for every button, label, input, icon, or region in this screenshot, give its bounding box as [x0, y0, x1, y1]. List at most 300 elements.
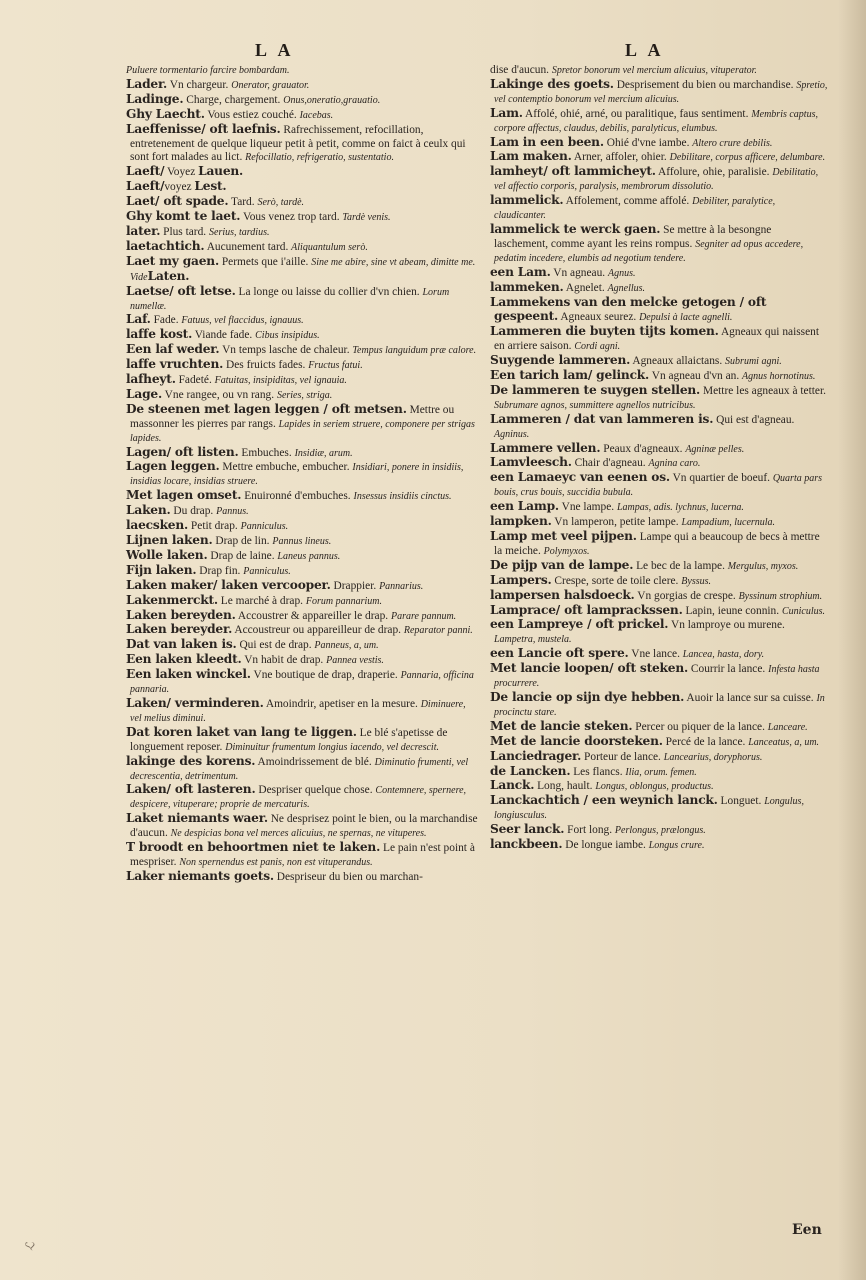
latin-gloss: Serius, tardius. — [209, 226, 270, 238]
latin-gloss: Forum pannarium. — [305, 595, 382, 607]
french-gloss: Vous estiez couché. — [204, 108, 300, 121]
french-gloss: Vn lamproye ou murene. — [668, 619, 785, 632]
dictionary-entry — [490, 194, 828, 223]
dictionary-entry — [126, 841, 478, 870]
french-gloss: Peaux d'agneaux. — [600, 442, 686, 455]
headword: Een tarich lam/ gelinck. — [490, 368, 650, 383]
french-gloss: Mettre embuche, embucher. — [219, 461, 353, 474]
dictionary-entry — [490, 604, 828, 619]
headword: Ladinge. — [126, 91, 184, 106]
dictionary-entry — [126, 285, 478, 314]
latin-gloss: Laneus pannus. — [277, 550, 341, 562]
dictionary-entry — [126, 755, 478, 784]
headword: Met lagen omset. — [126, 488, 242, 503]
latin-gloss: Serò, tardè. — [257, 197, 305, 209]
dictionary-entry — [126, 210, 478, 225]
french-gloss: Des fruicts fades. — [223, 359, 309, 372]
french-gloss: Petit drap. — [188, 520, 241, 533]
dictionary-entry — [126, 358, 478, 373]
headword: T broodt en behoortmen niet te laken. — [126, 840, 381, 855]
dictionary-entry — [126, 64, 478, 78]
latin-gloss: Byssus. — [681, 575, 711, 587]
dictionary-entry — [126, 108, 478, 123]
dictionary-entry — [126, 668, 478, 697]
dictionary-entry — [490, 456, 828, 471]
latin-gloss: Onus,oneratio,grauatio. — [283, 94, 381, 106]
french-gloss: Qui est d'agneau. — [713, 413, 795, 426]
french-gloss: Fort long. — [564, 824, 615, 837]
headword: Laken bereyden. — [126, 607, 236, 622]
dictionary-entry — [490, 78, 828, 107]
headword: Laket niemants waer. — [126, 811, 268, 826]
cross-reference: Lest. — [194, 179, 227, 194]
dictionary-entry — [490, 720, 828, 735]
dictionary-entry — [490, 165, 828, 194]
french-gloss: Despriseur du bien ou marchan- — [273, 870, 423, 883]
latin-gloss: Fatuus, vel flaccidus, ignauus. — [181, 315, 304, 327]
dictionary-entry — [126, 549, 478, 564]
latin-gloss: Diminuitur frumentum longius iacendo, vel decrescit. — [225, 741, 439, 753]
french-gloss: Le pain n'est point à mespriser. — [130, 842, 475, 868]
latin-gloss: Quarta pars bouis, crus bouis, succidia bubula. — [494, 473, 823, 499]
french-gloss: Vn gorgias de crespe. — [634, 589, 739, 602]
dictionary-entry — [126, 165, 478, 180]
headword: Lammeren / dat van lammeren is. — [490, 411, 714, 426]
latin-gloss: Debilitatio, vel affectio corporis, paralysis, membrorum dissolutio. — [494, 167, 819, 193]
dictionary-entry — [490, 369, 828, 384]
headword: Fijn laken. — [126, 562, 197, 577]
headword: Met de lancie steken. — [490, 718, 633, 733]
bottom-mark: ℒ — [21, 1238, 38, 1252]
latin-gloss: Cibus insipidus. — [255, 330, 320, 342]
french-gloss: Vn lamperon, petite lampe. — [551, 516, 682, 529]
headword: Lampers. — [490, 572, 552, 587]
dictionary-entry — [490, 136, 828, 151]
dictionary-entry — [126, 534, 478, 549]
latin-gloss: Tardè venis. — [342, 212, 391, 224]
dictionary-entry — [126, 638, 478, 653]
headword: Dat koren laket van lang te liggen. — [126, 724, 357, 739]
latin-gloss: Pannus. — [216, 506, 249, 518]
dictionary-entry — [126, 489, 478, 504]
latin-gloss: Tempus languidum præ calore. — [352, 345, 477, 357]
latin-gloss: Debilitare, corpus afficere, delumbare. — [669, 152, 826, 164]
headword: Ghy Laecht. — [126, 106, 205, 121]
headword: Lanck. — [490, 778, 535, 793]
french-gloss: Enuironné d'embuches. — [241, 490, 354, 503]
dictionary-entry — [490, 296, 828, 326]
french-gloss: Drappier. — [330, 579, 380, 592]
latin-gloss: Cuniculus. — [781, 605, 826, 617]
dictionary-entry — [126, 697, 478, 726]
dictionary-entry — [490, 223, 828, 266]
headword: Wolle laken. — [126, 547, 208, 562]
headword: Dat van laken is. — [126, 637, 237, 652]
headword: Laken/ verminderen. — [126, 695, 264, 710]
latin-gloss: Lampetra, mustela. — [494, 634, 572, 646]
dictionary-entry — [126, 870, 478, 885]
french-gloss: Vn quartier de boeuf. — [669, 472, 773, 485]
latin-gloss: Lanceare. — [767, 721, 808, 733]
headword: Een laf weder. — [126, 342, 220, 357]
headword: Laetse/ oft letse. — [126, 283, 236, 298]
dictionary-entry — [490, 500, 828, 515]
right-column — [490, 64, 828, 853]
headword: Lader. — [126, 76, 168, 91]
latin-gloss: Reparator panni. — [403, 625, 473, 637]
dictionary-entry — [490, 442, 828, 457]
headword: De lammeren te suygen stellen. — [490, 382, 701, 397]
french-gloss: Vn temps lasche de chaleur. — [219, 344, 353, 357]
latin-gloss: Agnina caro. — [648, 458, 701, 470]
catchword: Een — [792, 1222, 822, 1238]
french-gloss: Auoir la lance sur sa cuisse. — [684, 691, 817, 704]
french-gloss: Drap fin. — [196, 564, 244, 577]
headword: Lammekens van den melcke getogen / oft gespeent. — [490, 294, 767, 324]
latin-gloss: Panneus, a, um. — [314, 640, 379, 652]
dictionary-entry — [126, 255, 478, 285]
headword: De lancie op sijn dye hebben. — [490, 689, 685, 704]
headword: later. — [126, 223, 161, 238]
headword: Lagen/ oft listen. — [126, 444, 239, 459]
french-gloss: Arner, affoler, ohier. — [571, 151, 670, 164]
left-column — [126, 64, 478, 885]
french-gloss: Lampe qui a beaucoup de becs à mettre la meiche. — [494, 531, 820, 557]
french-gloss: Vne lampe. — [558, 501, 617, 514]
french-gloss: Crespe, sorte de toile clere. — [551, 574, 682, 587]
french-gloss: Affolement, comme affolé. — [563, 195, 693, 208]
french-gloss: Affolure, ohie, paralisie. — [655, 166, 773, 179]
french-gloss: Les flancs. — [570, 765, 626, 778]
french-gloss: Fadeté. — [175, 374, 215, 387]
latin-gloss: Sine me abire, sine vt abeam, dimitte me. Vide — [130, 256, 476, 283]
headword: Lagen leggen. — [126, 459, 220, 474]
headword: Lammeren die buyten tijts komen. — [490, 324, 719, 339]
headword: lammeken. — [490, 279, 564, 294]
dictionary-entry — [126, 388, 478, 403]
dictionary-entry — [490, 794, 828, 823]
headword: Met lancie loopen/ oft steken. — [490, 661, 689, 676]
french-gloss: Desprisement du bien ou marchandise. — [613, 78, 797, 91]
headword: laffe kost. — [126, 327, 193, 342]
french-gloss: Le bec de la lampe. — [633, 559, 728, 572]
dictionary-entry — [490, 64, 828, 78]
latin-gloss: Insidiæ, arum. — [294, 447, 353, 459]
latin-gloss: Lorum numellæ. — [130, 286, 450, 312]
gutter-shadow — [838, 0, 866, 1280]
headword: De pijp van de lampe. — [490, 557, 634, 572]
french-gloss: Percer ou piquer de la lance. — [632, 720, 768, 733]
dictionary-entry — [126, 623, 478, 638]
dictionary-entry — [490, 838, 828, 853]
headword: lampken. — [490, 514, 552, 529]
french-gloss: Vn agneau. — [550, 266, 608, 279]
dictionary-entry — [126, 594, 478, 609]
french-gloss: Amoindrissement de blé. — [255, 755, 375, 768]
headword: een Lamp. — [490, 499, 559, 514]
french-gloss: Amoindrir, apetiser en la mesure. — [263, 697, 421, 710]
latin-gloss: Agninæ pelles. — [685, 443, 745, 455]
dictionary-entry — [126, 579, 478, 594]
headword: Laken bereyder. — [126, 622, 233, 637]
french-gloss: Se mettre à la besongne laschement, comme ayant les reins rompus. — [494, 223, 772, 250]
french-gloss: Agneaux qui naissent en arriere saison. — [494, 326, 820, 353]
french-gloss: Vn chargeur. — [167, 78, 232, 91]
french-gloss: Agneaux seurez. — [558, 311, 640, 324]
headword: Laf. — [126, 312, 151, 327]
latin-gloss: In procinctu stare. — [494, 692, 825, 718]
dictionary-entry — [126, 726, 478, 755]
dictionary-entry — [490, 779, 828, 794]
french-gloss: De longue iambe. — [562, 839, 649, 852]
dictionary-entry — [126, 812, 478, 841]
french-gloss: Fade. — [150, 314, 182, 327]
latin-gloss: Pannea vestis. — [326, 655, 384, 667]
french-gloss: Vne rangee, ou vn rang. — [162, 388, 277, 401]
dictionary-entry — [490, 266, 828, 281]
dictionary-entry — [126, 78, 478, 93]
headword: een Lamaeyc van eenen os. — [490, 470, 670, 485]
latin-gloss: Refocillatio, refrigeratio, sustentatio. — [245, 152, 394, 164]
french-gloss: La longe ou laisse du collier d'vn chien. — [235, 285, 423, 298]
latin-gloss: Subrumare agnos, summittere agnellos nutricibus. — [494, 399, 696, 411]
french-gloss: dise d'aucun. — [490, 64, 552, 76]
latin-gloss: Panniculus. — [243, 565, 291, 577]
headword: de Lancken. — [490, 763, 571, 778]
french-gloss: Chair d'agneau. — [571, 457, 649, 470]
headword: een Lam. — [490, 264, 551, 279]
latin-gloss: Longus crure. — [648, 840, 705, 852]
dictionary-entry — [126, 343, 478, 358]
dictionary-entry — [490, 325, 828, 354]
dictionary-entry — [126, 653, 478, 668]
french-gloss: Vn agneau d'vn an. — [649, 370, 743, 383]
headword: Een laken kleedt. — [126, 652, 242, 667]
french-gloss: Longuet. — [717, 795, 765, 808]
latin-gloss: Fatuitas, insipiditas, vel ignauia. — [214, 375, 347, 387]
dictionary-entry — [126, 783, 478, 812]
french-gloss: voyez — [164, 181, 195, 194]
french-gloss: Drap de laine. — [207, 549, 278, 562]
headword: Lam in een been. — [490, 134, 604, 149]
latin-gloss: Fructus fatui. — [308, 360, 363, 372]
headword: Laken maker/ laken vercooper. — [126, 577, 331, 592]
headword: Lam. — [490, 105, 523, 120]
dictionary-entry — [126, 446, 478, 461]
latin-gloss: Onerator, grauator. — [231, 79, 310, 91]
headword: Lakenmerckt. — [126, 592, 218, 607]
headword: lammelick. — [490, 193, 564, 208]
headword: een Lampreye / oft prickel. — [490, 617, 669, 632]
headword: Lamprace/ oft lamprackssen. — [490, 602, 683, 617]
latin-gloss: Depulsi à lacte agnelli. — [639, 312, 733, 324]
french-gloss: Voyez — [164, 166, 199, 179]
cross-reference: Laten. — [147, 268, 190, 283]
headword: laecsken. — [126, 518, 189, 533]
french-gloss: Vne lance. — [628, 648, 683, 661]
french-gloss: Lapin, ieune connin. — [682, 604, 782, 617]
headword: Seer lanck. — [490, 822, 565, 837]
dictionary-entry — [490, 735, 828, 750]
french-gloss: Tard. — [228, 196, 258, 209]
latin-gloss: Non spernendus est panis, non est vituperandus. — [179, 856, 373, 868]
french-gloss: Le blé s'apetisse de longuement reposer. — [130, 726, 448, 753]
latin-gloss: Longus, oblongus, productus. — [595, 781, 714, 793]
french-gloss: Charge, chargement. — [183, 93, 284, 106]
dictionary-entry — [490, 515, 828, 530]
headword: Laet/ oft spade. — [126, 194, 229, 209]
french-gloss: Percé de la lance. — [662, 735, 749, 748]
headword: Laken/ oft lasteren. — [126, 782, 256, 797]
french-gloss: Rafrechissement, refocillation, entretenement de quelque liqueur petit à petit, comme on faict à ceulx qui sont fort malades au lict. — [130, 123, 466, 164]
headword: De steenen met lagen leggen / oft metsen. — [126, 401, 407, 416]
dictionary-entry — [490, 574, 828, 589]
latin-gloss: Perlongus, prælongus. — [614, 825, 706, 837]
dictionary-entry — [126, 180, 478, 195]
french-gloss: Mettre ou massonner les pierres par rangs. — [130, 403, 455, 430]
latin-gloss: Agnus hornotinus. — [742, 371, 816, 383]
latin-gloss: Spretor bonorum vel mercium alicuius, vituperator. — [551, 65, 757, 76]
latin-gloss: Lampas, adis. lychnus, lucerna. — [616, 502, 744, 514]
dictionary-entry — [490, 530, 828, 559]
headword: een Lancie oft spere. — [490, 646, 629, 661]
french-gloss: Plus tard. — [160, 225, 209, 238]
headword: Laeft/ — [126, 164, 165, 179]
french-gloss: Embuches. — [238, 446, 295, 459]
latin-gloss: Agnus. — [607, 267, 636, 279]
latin-gloss: Lanceatus, a, um. — [748, 736, 820, 748]
dictionary-entry — [490, 618, 828, 647]
latin-gloss: Infesta hasta procurrere. — [494, 664, 820, 690]
dictionary-entry — [490, 750, 828, 765]
dictionary-entry — [126, 313, 478, 328]
dictionary-entry — [490, 589, 828, 604]
dictionary-entry — [490, 765, 828, 780]
latin-gloss: Diminuere, vel melius diminui. — [130, 698, 466, 724]
french-gloss: Aucunement tard. — [204, 240, 292, 253]
latin-gloss: Agnellus. — [607, 282, 646, 294]
headword: Met de lancie doorsteken. — [490, 733, 663, 748]
cross-reference: Lauen. — [198, 164, 244, 179]
latin-gloss: Ne despicias bona vel merces alicuius, ne spernas, ne vituperes. — [170, 828, 427, 840]
latin-gloss: Debiliter, paralytice, claudicanter. — [494, 196, 776, 222]
latin-gloss: Pannarius. — [379, 580, 424, 592]
latin-gloss: Segniter ad opus accedere, pedatim incedere, elumbis ad negotium tendere. — [494, 238, 804, 264]
french-gloss: Du drap. — [170, 505, 217, 518]
dictionary-entry — [490, 662, 828, 691]
french-gloss: Qui est de drap. — [236, 639, 315, 652]
headword: lanckbeen. — [490, 837, 563, 852]
headword: Ghy komt te laet. — [126, 209, 241, 224]
dictionary-entry — [490, 471, 828, 500]
french-gloss: Long, hault. — [534, 780, 596, 793]
dictionary-entry — [490, 691, 828, 720]
headword: lammelick te werck gaen. — [490, 221, 661, 236]
headword: lamheyt/ oft lammicheyt. — [490, 164, 656, 179]
headword: Laeffenisse/ oft laefnis. — [126, 121, 281, 136]
dictionary-entry — [490, 413, 828, 442]
dictionary-entry — [126, 195, 478, 210]
latin-gloss: Byssinum strophium. — [738, 590, 823, 602]
latin-gloss: Insidiari, ponere in insidiis, insidias locare, insidias struere. — [130, 462, 464, 488]
dictionary-entry — [126, 123, 478, 166]
headword: laffe vruchten. — [126, 357, 224, 372]
french-gloss: Vous venez trop tard. — [240, 211, 343, 224]
latin-gloss: Ilia, orum. femen. — [625, 766, 697, 778]
french-gloss: Agnelet. — [563, 281, 608, 294]
headword: lafheyt. — [126, 372, 176, 387]
headword: Lammere vellen. — [490, 440, 601, 455]
latin-gloss: Parare pannum. — [390, 610, 457, 622]
latin-gloss: Altero crure debilis. — [692, 137, 773, 149]
latin-gloss: Subrumi agni. — [725, 356, 782, 368]
dictionary-entry — [126, 504, 478, 519]
latin-gloss: Spretio, vel contemptio bonorum vel mercium alicuius. — [494, 79, 828, 105]
latin-gloss: Panniculus. — [240, 521, 289, 533]
french-gloss: Vn habit de drap. — [241, 654, 327, 667]
dictionary-entry — [490, 354, 828, 369]
latin-gloss: Puluere tormentario farcire bombardam. — [126, 65, 290, 76]
dictionary-entry — [126, 225, 478, 240]
headword: Lanciedrager. — [490, 748, 582, 763]
headword: Laker niemants goets. — [126, 868, 274, 883]
dictionary-entry — [490, 384, 828, 413]
dictionary-entry — [126, 373, 478, 388]
latin-gloss: Contemnere, spernere, despicere, vituperare; proprie de mercaturis. — [130, 785, 467, 811]
dictionary-entry — [126, 93, 478, 108]
latin-gloss: Aliquantulum serò. — [291, 241, 368, 253]
latin-gloss: Lancea, hasta, dory. — [682, 649, 765, 661]
headword: lampersen halsdoeck. — [490, 587, 635, 602]
headword: Lamvleesch. — [490, 455, 572, 470]
headword: Lijnen laken. — [126, 533, 213, 547]
french-gloss: Accoustrer & appareiller le drap. — [235, 609, 391, 622]
latin-gloss: Lapides in seriem struere, componere per strigas lapides. — [130, 418, 475, 444]
headword: Lage. — [126, 386, 162, 401]
dictionary-entry — [490, 647, 828, 662]
running-header-right: L A — [625, 40, 665, 60]
dictionary-entry — [126, 240, 478, 255]
dictionary-entry — [126, 460, 478, 489]
latin-gloss: Iacebas. — [299, 109, 334, 121]
headword: lakinge des korens. — [126, 753, 256, 768]
headword: Laken. — [126, 503, 171, 518]
latin-gloss: Agninus. — [494, 428, 530, 440]
headword: Suygende lammeren. — [490, 353, 631, 368]
french-gloss: Vne boutique de drap, draperie. — [250, 669, 401, 682]
latin-gloss: Diminutio frumenti, vel decrescentia, detrimentum. — [130, 756, 469, 782]
latin-gloss: Pannaria, officina pannaria. — [130, 670, 474, 696]
headword: laetachtich. — [126, 238, 205, 253]
french-gloss: Ohié d'vne iambe. — [603, 136, 693, 149]
headword: Laeft/ — [126, 179, 165, 194]
dictionary-entry — [490, 823, 828, 838]
french-gloss: Permets que i'aille. — [219, 255, 312, 268]
latin-gloss: Cordi agni. — [574, 341, 621, 353]
latin-gloss: Longulus, longiusculus. — [494, 796, 804, 822]
headword: Lamp met veel pijpen. — [490, 529, 637, 543]
french-gloss: Affolé, ohié, arné, ou paralitique, faus sentiment. — [522, 107, 752, 120]
french-gloss: Courrir la lance. — [688, 663, 769, 676]
dictionary-entry — [490, 150, 828, 165]
headword: Lanckachtich / een weynich lanck. — [490, 793, 718, 808]
french-gloss: Agneaux allaictans. — [630, 355, 726, 368]
latin-gloss: Pannus lineus. — [272, 536, 332, 547]
dictionary-entry — [126, 403, 478, 446]
latin-gloss: Membris captus, corpore affectus, claudus, debilis, paralyticus, elumbus. — [494, 108, 818, 134]
dictionary-entry — [126, 328, 478, 343]
latin-gloss: Lampadium, lucernula. — [681, 517, 776, 529]
